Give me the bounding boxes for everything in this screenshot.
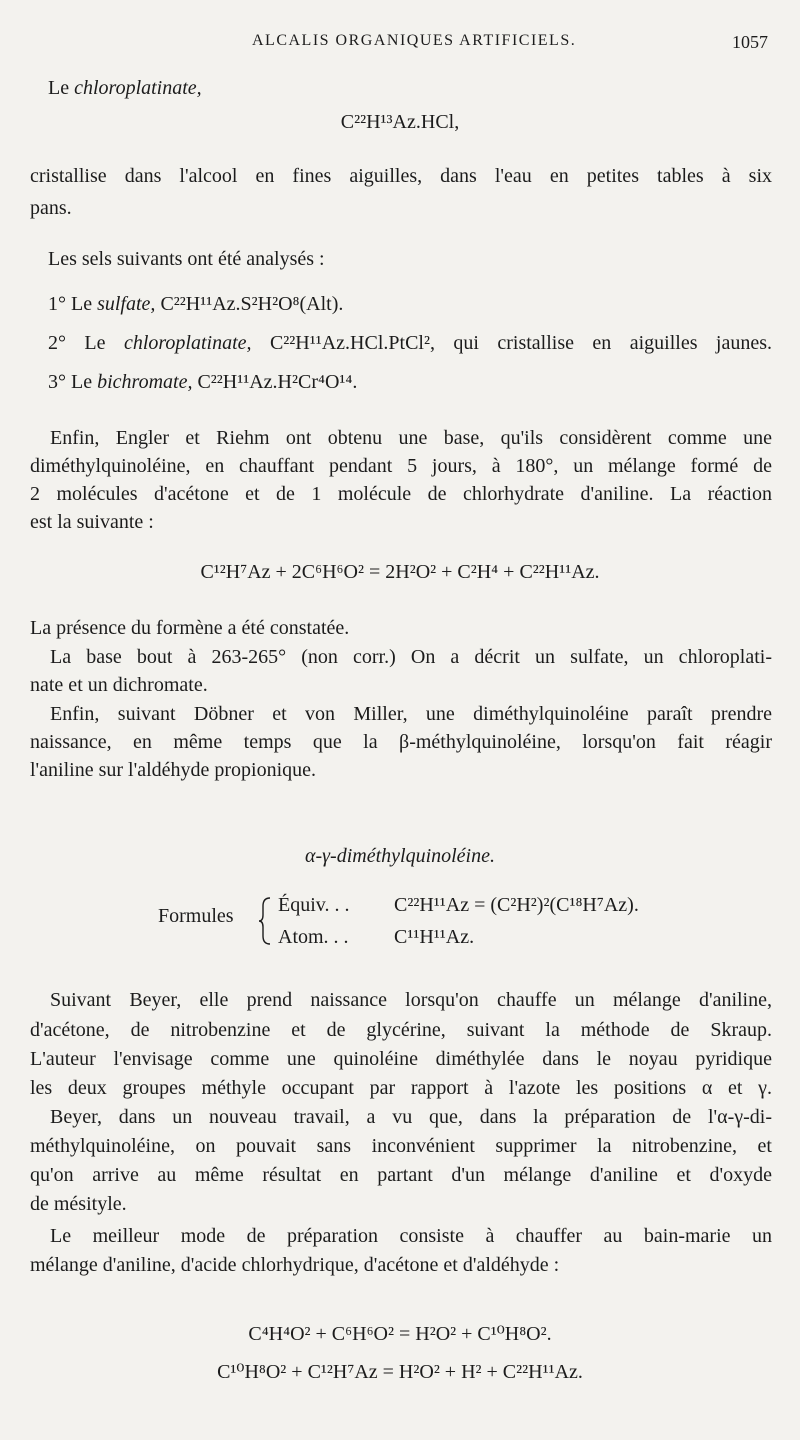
salt-number: 1° Le [48, 293, 98, 315]
atom-label: Atom. . . [278, 926, 349, 948]
label-prefix: Le [48, 77, 75, 99]
running-head: ALCALIS ORGANIQUES ARTIFICIELS. [252, 32, 577, 49]
formule-atom-row [278, 926, 474, 949]
page-header [0, 32, 800, 58]
page-number: 1057 [732, 32, 768, 52]
paragraph-line: mélange d'aniline, d'acide chlorhydrique, d'acétone et d'aldéhyde : [30, 1254, 560, 1276]
salt-formula: C²²H¹¹Az.HCl.PtCl², qui cristallise en aiguilles jaunes. [251, 332, 773, 354]
paragraph-line: 2 molécules d'acétone et de 1 molécule de chlorhydrate d'aniline. La réaction [30, 483, 772, 505]
chloroplatinate-formula: C²²H¹³Az.HCl, [340, 111, 460, 133]
equiv-label: Équiv. . . [278, 894, 350, 916]
salt-name: chloroplatinate, [123, 332, 252, 354]
formules-label: Formules [158, 905, 234, 927]
brace-icon [258, 896, 272, 946]
equiv-formula: C²²H¹¹Az = (C²H²)²(C¹⁸H⁷Az). [394, 894, 639, 916]
salt-item-chloroplatinate [48, 329, 772, 357]
salt-formula: C²²H¹¹Az.H²Cr⁴O¹⁴. [192, 371, 358, 393]
paragraph-line: l'aniline sur l'aldéhyde propionique. [30, 759, 317, 781]
reaction-equation: C⁴H⁴O² + C⁶H⁶O² = H²O² + C¹⁰H⁸O². [248, 1323, 552, 1345]
paragraph-line: d'acétone, de nitrobenzine et de glycérine, suivant la méthode de Skraup. [30, 1019, 772, 1041]
salt-name: bichromate, [97, 371, 193, 393]
paragraph-line: L'auteur l'envisage comme une quinoléine diméthylée dans le noyau pyridique [30, 1048, 772, 1070]
paragraph-line: nate et un dichromate. [30, 674, 208, 696]
chloroplatinate-label [48, 74, 202, 102]
paragraph-line: les deux groupes méthyle occupant par rapport à l'azote les positions α et γ. [30, 1077, 772, 1099]
salt-number: 2° Le [48, 332, 124, 354]
reaction-equation: C¹⁰H⁸O² + C¹²H⁷Az = H²O² + H² + C²²H¹¹Az. [217, 1361, 583, 1383]
paragraph-line: de mésityle. [30, 1193, 127, 1215]
label-italic: chloroplatinate, [74, 77, 202, 99]
atom-formula: C¹¹H¹¹Az. [394, 926, 475, 948]
paragraph-line: Suivant Beyer, elle prend naissance lorsqu'on chauffe un mélange d'aniline, [50, 989, 772, 1011]
salt-item-bichromate [48, 368, 357, 396]
salts-intro: Les sels suivants ont été analysés : [48, 248, 325, 270]
paragraph-line: La base bout à 263-265° (non corr.) On a décrit un sulfate, un chloroplati- [50, 646, 772, 668]
paragraph-line: diméthylquinoléine, en chauffant pendant 5 jours, à 180°, un mélange formé de [30, 455, 772, 477]
paragraph-line: Le meilleur mode de préparation consiste à chauffer au bain-marie un [50, 1225, 772, 1247]
paragraph-line: cristallise dans l'alcool en fines aiguilles, dans l'eau en petites tables à six [30, 165, 772, 187]
salt-formula: C²²H¹¹Az.S²H²O⁸(Alt). [155, 293, 344, 315]
paragraph-line: pans. [30, 197, 72, 219]
salt-item-sulfate [48, 290, 343, 318]
section-title-text: α-γ-diméthylquinoléine. [305, 845, 495, 867]
paragraph-line: La présence du formène a été constatée. [30, 617, 350, 639]
salt-name: sulfate, [97, 293, 156, 315]
paragraph-line: Enfin, suivant Döbner et von Miller, une diméthylquinoléine paraît prendre [50, 703, 772, 725]
paragraph-line: qu'on arrive au même résultat en partant d'un mélange d'aniline et d'oxyde [30, 1164, 772, 1186]
salt-number: 3° Le [48, 371, 98, 393]
paragraph-line: naissance, en même temps que la β-méthylquinoléine, lorsqu'on fait réagir [30, 731, 772, 753]
section-title [0, 842, 800, 870]
reaction-equation: C¹²H⁷Az + 2C⁶H⁶O² = 2H²O² + C²H⁴ + C²²H¹¹Az. [200, 561, 600, 583]
paragraph-line: est la suivante : [30, 511, 154, 533]
paragraph-line: Enfin, Engler et Riehm ont obtenu une base, qu'ils considèrent comme une [50, 427, 772, 449]
paragraph-line: Beyer, dans un nouveau travail, a vu que, dans la préparation de l'α-γ-di- [50, 1106, 772, 1128]
formule-equiv-row [278, 894, 639, 917]
paragraph-line: méthylquinoléine, on pouvait sans inconvénient supprimer la nitrobenzine, et [30, 1135, 772, 1157]
